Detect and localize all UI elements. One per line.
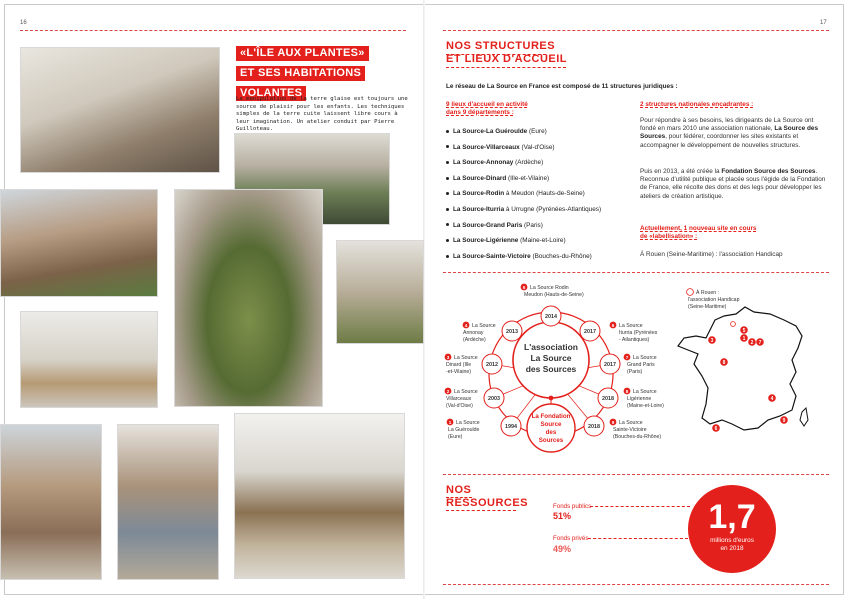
total-resources-caption [688, 537, 776, 553]
intro-text: Le réseau de La Source en France est composé de 11 structures juridiques : [446, 83, 678, 90]
list-item: La Source-Grand Paris (Paris) [446, 222, 601, 238]
foundation-line-4: Sources [538, 437, 564, 444]
label-line: (Bouches-du-Rhône) [613, 434, 662, 440]
right-title [446, 40, 567, 66]
list-item: La Source-Villarceaux (Val-d'Oise) [446, 144, 601, 160]
total-resources-value: 1,7 [708, 498, 756, 536]
label-line: Iturria (Pyrénées [619, 330, 658, 336]
title-underline-2 [446, 67, 566, 68]
page-number-left: 16 [20, 20, 27, 26]
title-underline-1 [446, 54, 546, 55]
top-rule-left [20, 30, 406, 31]
label-line: La Source [456, 420, 480, 426]
label-line: (Maine-et-Loire) [627, 403, 664, 409]
label-number: 3 [446, 355, 450, 360]
foundation-line-3: des [545, 429, 557, 436]
right-title-line-2: ET LIEUX D'ACCUEIL [446, 53, 568, 65]
public-funds-value: 51% [553, 511, 572, 521]
connector-dot [549, 396, 554, 401]
year-label: 2003 [488, 396, 500, 402]
label-line: Villarceaux [446, 396, 472, 402]
private-funds-line [588, 538, 688, 539]
photo-exhibition [234, 413, 405, 579]
photo-kids-group [0, 189, 158, 297]
label-line: La Guéroulde [448, 427, 480, 433]
photo-small-houses [336, 240, 424, 344]
rouen-line: l'association Handicap [688, 297, 740, 303]
map-pin-number: 3 [710, 338, 714, 344]
list-item: La Source-Rodin à Meudon (Hauts-de-Seine) [446, 190, 601, 206]
label-number: 6 [611, 323, 615, 328]
public-funds-label: Fonds publics [553, 503, 592, 510]
photo-child-two [117, 424, 219, 580]
label-number: 4 [464, 323, 468, 328]
new-site-text: À Rouen (Seine-Maritime) : l'association Handicap [640, 251, 783, 258]
new-site-heading-line-1: Actuellement, 1 nouveau site en cours [640, 225, 757, 232]
label-line: La Source [633, 355, 657, 361]
photo-boat-sculpture [20, 311, 158, 408]
new-site-heading [640, 225, 757, 241]
label-number: 9 [611, 420, 615, 425]
left-title [236, 43, 386, 103]
public-funds-line [590, 506, 690, 507]
map-pin-number: 2 [750, 340, 754, 346]
label-number: 2 [446, 389, 450, 394]
places-list [446, 128, 601, 268]
label-number: 8 [625, 389, 629, 394]
national-heading: 2 structures nationales encadrantes : [640, 101, 754, 108]
label-line: - Atlantiques) [619, 337, 650, 343]
private-funds-label: Fonds privés [553, 535, 589, 542]
places-heading-line-1: 9 lieux d'accueil en activité [446, 101, 528, 108]
map-pin-number: 9 [782, 418, 786, 424]
resources-title-line-2: RESSOURCES [446, 497, 529, 509]
label-line: (Ardèche) [463, 337, 486, 343]
left-title-line-3: VOLANTES [236, 86, 306, 101]
total-caption-line-2: en 2018 [720, 545, 744, 552]
label-line: Sainte-Victoire [613, 427, 647, 433]
label-line: La Source [472, 323, 496, 329]
photo-workshop [20, 47, 220, 173]
rouen-line: (Seine-Maritime) [688, 304, 727, 310]
bottom-rule-right [443, 584, 829, 585]
list-item: La Source-La Guéroulde (Eure) [446, 128, 601, 144]
label-line: -et-Vilaine) [446, 369, 471, 375]
label-line: La Source [619, 323, 643, 329]
list-item: La Source-Dinard (Ille-et-Vilaine) [446, 175, 601, 191]
left-title-line-1: «L'ÎLE AUX PLANTES» [236, 46, 369, 61]
right-title-line-1: NOS STRUCTURES [446, 40, 556, 52]
association-line-2: La Source [530, 353, 572, 363]
year-label: 2017 [604, 362, 616, 368]
year-label: 2013 [506, 329, 518, 335]
year-label: 2018 [602, 396, 614, 402]
label-line: Dinard (Ille [446, 362, 472, 368]
national-paragraph-1: Pour répondre à ses besoins, les dirigeants de La Source ont fondé en mars 2010 une association nationale, La Source des Sources, pour fédérer, coordonner les sites existants et accompagner le développement de nouvelles structures. [640, 117, 818, 149]
photo-island-model [174, 189, 323, 407]
france-map [678, 307, 808, 430]
rouen-badge [687, 289, 694, 296]
map-pin-number: 8 [722, 360, 726, 366]
left-body-text: La manipulation de la terre glaise est toujours une source de plaisir pour les enfants. Les techniques simples de la terre cuite laissent libre cours à leur imagination. Un atelier conduit par Pierre Guilloteau. [236, 96, 408, 133]
photo-child-one [0, 424, 102, 580]
map-pin-number: 4 [770, 396, 774, 402]
total-resources-circle [688, 485, 776, 573]
mid-rule-2 [443, 474, 829, 475]
label-line: Ligérienne [627, 396, 652, 402]
label-line: (Paris) [627, 369, 643, 375]
list-item: La Source-Sainte-Victoire (Bouches-du-Rhône) [446, 253, 601, 269]
label-line: La Source [454, 389, 478, 395]
places-heading-line-2: dans 9 départements : [446, 109, 514, 117]
foundation-line-2: Source [540, 421, 562, 428]
foundation-line-1: La Fondation [531, 413, 571, 420]
private-funds-value: 49% [553, 544, 572, 554]
foundation-circle [527, 404, 575, 452]
total-caption-line-1: millions d'euros [710, 537, 754, 544]
top-rule-right [443, 30, 829, 31]
year-label: 2014 [545, 314, 557, 320]
places-heading [446, 101, 528, 117]
association-line-3: des Sources [525, 364, 577, 374]
label-number: 1 [448, 420, 452, 425]
mid-rule-1 [443, 272, 829, 273]
map-pin-number: 6 [714, 426, 718, 432]
label-line: La Source [633, 389, 657, 395]
label-line: Grand Paris [627, 362, 655, 368]
label-line: La Source Rodin [530, 285, 569, 291]
national-paragraph-2: Puis en 2013, a été créée la Fondation Source des Sources. Reconnue d'utilité publique et placée sous l'égide de la Fondation de France, elle récolte des dons et des legs pour développer les ateliers de création artistique. [640, 168, 826, 200]
year-label: 1994 [505, 424, 517, 430]
year-label: 2017 [584, 329, 596, 335]
page-number-right: 17 [820, 20, 827, 26]
label-line: La Source [619, 420, 643, 426]
network-diagram [440, 280, 830, 470]
map-pin-number: 1 [742, 336, 746, 342]
resources-underline-1 [446, 497, 472, 498]
map-pin-number: 5 [742, 328, 746, 334]
label-number: 7 [625, 355, 629, 360]
year-label: 2012 [486, 362, 498, 368]
year-label: 2018 [588, 424, 600, 430]
label-line: (Val-d'Oise) [446, 403, 473, 409]
new-site-heading-line-2: de «labellisation» : [640, 233, 698, 241]
label-line: La Source [454, 355, 478, 361]
label-line: Meudon (Hauts-de-Seine) [524, 292, 584, 298]
map-pin-number: 7 [758, 340, 762, 346]
resources-underline-2 [446, 510, 516, 511]
list-item: La Source-Iturria à Urrugne (Pyrénées-Atlantiques) [446, 206, 601, 222]
label-line: (Eure) [448, 434, 463, 440]
association-line-1: L'association [524, 342, 578, 352]
left-title-line-2: ET SES HABITATIONS [236, 66, 365, 81]
resources-title-line-1: NOS [446, 484, 472, 496]
label-line: Annonay [463, 330, 484, 336]
label-number: 5 [522, 285, 526, 290]
list-item: La Source-Ligérienne (Maine-et-Loire) [446, 237, 601, 253]
list-item: La Source-Annonay (Ardèche) [446, 159, 601, 175]
rouen-line: À Rouen : [696, 290, 720, 296]
